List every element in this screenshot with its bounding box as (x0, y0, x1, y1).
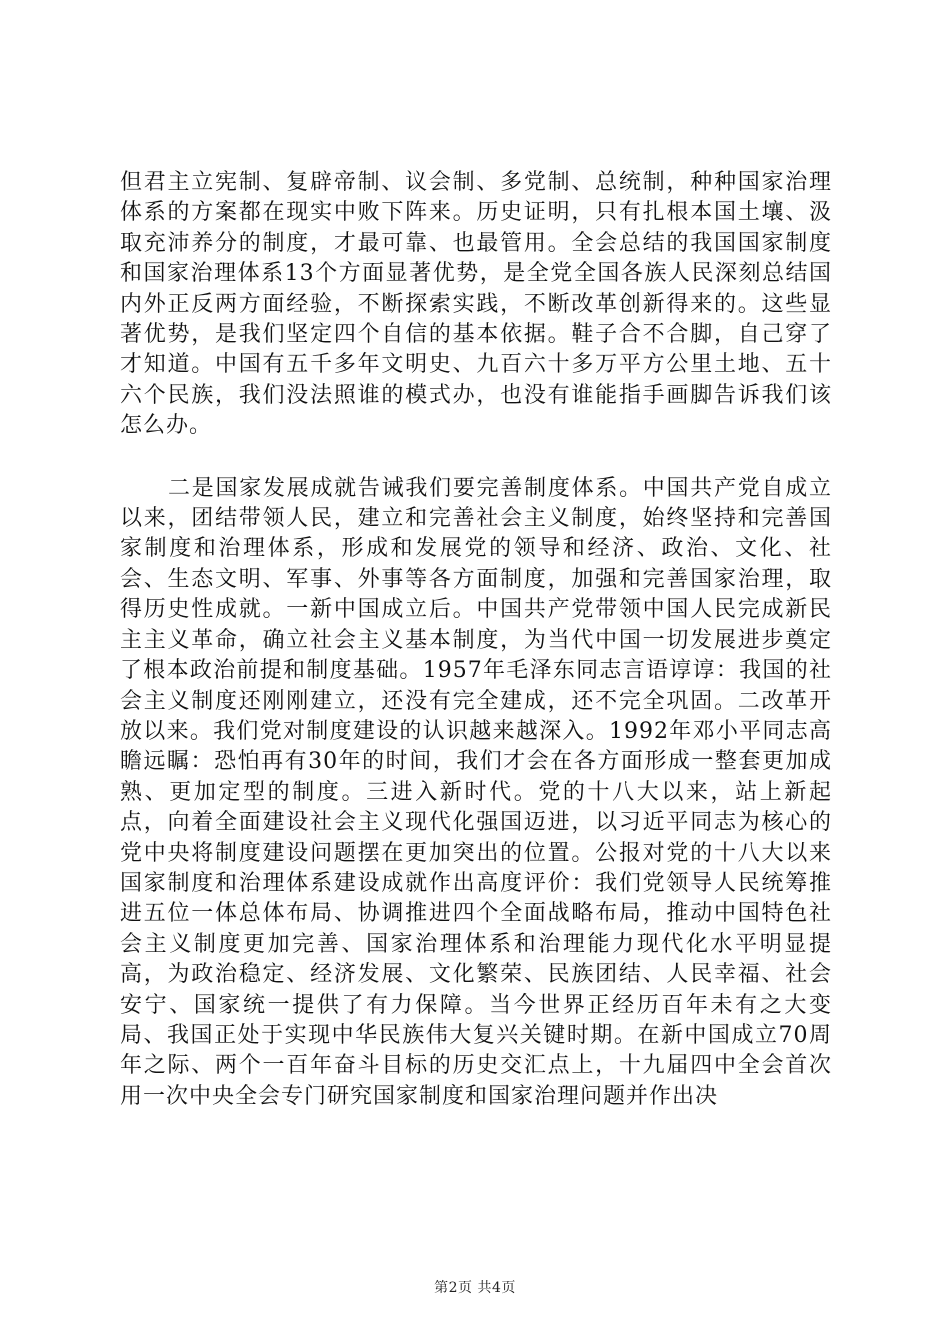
paragraph-2: 二是国家发展成就告诫我们要完善制度体系。中国共产党自成立以来，团结带领人民，建立和完善社会主义制度，始终坚持和完善国家制度和治理体系，形成和发展党的领导和经济、政治、文化、社会、生态文明、军事、外事等各方面制度，加强和完善国家治理，取得历史性成就。一新中国成立后。中国共产党带领中国人民完成新民主主义革命，确立社会主义基本制度，为当代中国一切发展进步奠定了根本政治前提和制度基础。1957年毛泽东同志言语谆谆：我国的社会主义制度还刚刚建立，还没有完全建成，还不完全巩固。二改革开放以来。我们党对制度建设的认识越来越深入。1992年邓小平同志高瞻远瞩：恐怕再有30年的时间，我们才会在各方面形成一整套更加成熟、更加定型的制度。三进入新时代。党的十八大以来，站上新起点，向着全面建设社会主义现代化强国迈进，以习近平同志为核心的党中央将制度建设问题摆在更加突出的位置。公报对党的十八大以来国家制度和治理体系建设成就作出高度评价：我们党领导人民统筹推进五位一体总体布局、协调推进四个全面战略布局，推动中国特色社会主义制度更加完善、国家治理体系和治理能力现代化水平明显提高，为政治稳定、经济发展、文化繁荣、民族团结、人民幸福、社会安宁、国家统一提供了有力保障。当今世界正经历百年未有之大变局、我国正处于实现中华民族伟大复兴关键时期。在新中国成立70周年之际、两个一百年奋斗目标的历史交汇点上，十九届四中全会首次用一次中央全会专门研究国家制度和国家治理问题并作出决 (120, 475, 832, 1109)
page-number-footer: 第2页 共4页 (434, 1280, 516, 1296)
paragraph-1: 但君主立宪制、复辟帝制、议会制、多党制、总统制，种种国家治理体系的方案都在现实中败下阵来。历史证明，只有扎根本国土壤、汲取充沛养分的制度，才最可靠、也最管用。全会总结的我国国家制度和国家治理体系13个方面显著优势，是全党全国各族人民深刻总结国内外正反两方面经验，不断探索实践，不断改革创新得来的。这些显著优势，是我们坚定四个自信的基本依据。鞋子合不合脚，自己穿了才知道。中国有五千多年文明史、九百六十多万平方公里土地、五十六个民族，我们没法照谁的模式办，也没有谁能指手画脚告诉我们该怎么办。 (120, 170, 832, 439)
document-body (120, 168, 832, 1112)
